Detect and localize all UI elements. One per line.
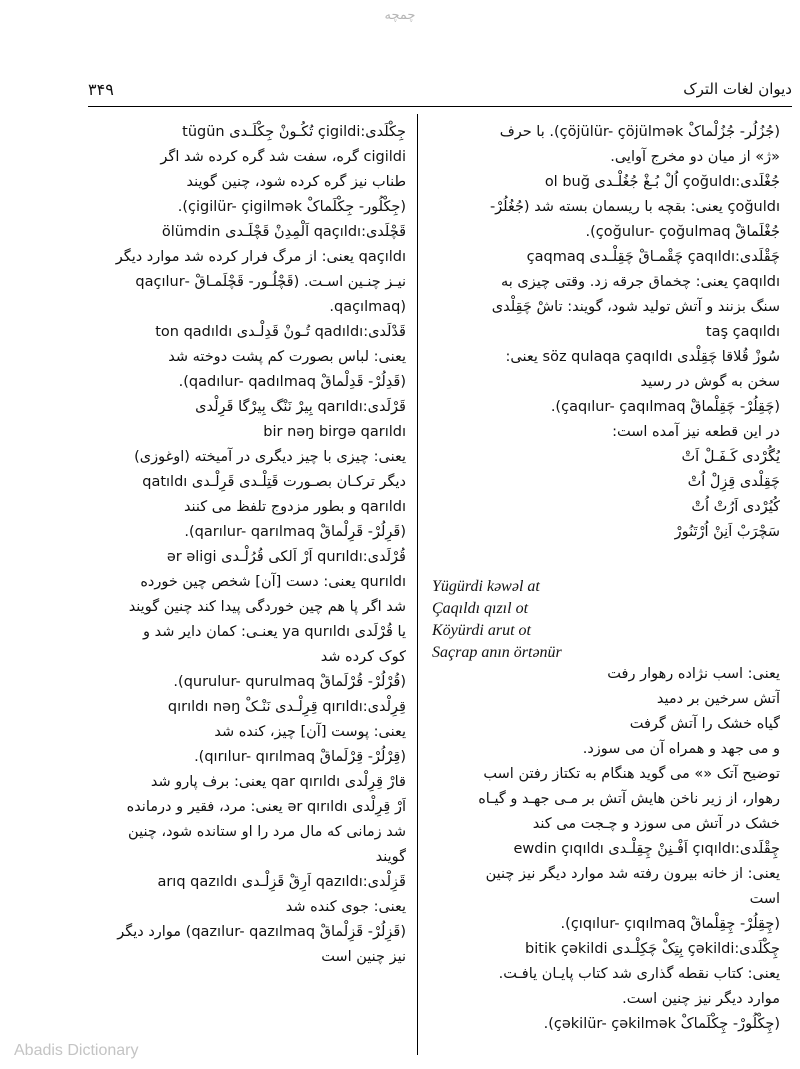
text-line: چِکْلَدی:çəkildi بِتِکْ چَکِلْـدی bitik çəkildi [525,941,780,957]
text-line: یا قُرْلَدی ya qurıldı یعنـی: کمان دایر شد و [142,624,406,640]
text-line: شد اگر پا هم چین خوردگی پیدا کند چنین گویند [128,599,406,615]
text-line: است [749,891,780,907]
text-line: قارْ قِرِلْدی qar qırıldı یعنی: برف پارو شد [150,774,406,790]
text-line: یعنی: کتاب نقطه گذاری شد کتاب پایـان یافـت. [498,966,780,982]
text-line: کوک کرده شد [320,649,406,665]
text-line: دیگر ترکـان بصـورت قَتِلْـدی قَرِلْـدی qatıldı [142,474,406,490]
page-number: ۳۴۹ [88,80,114,99]
text-line: چِقْلَدی:çıqıldı اَفْـنِنْ چِقِلْـدی ewdin çıqıldı [513,841,780,857]
text-line: جُغْلَدی:çoğuldı اُلْ بُـغْ جُغُلْـدی ol buğ [544,174,780,190]
text-line: bir nəŋ birgə qarıldı [263,424,406,440]
latin-verse-line: Çaqıldı qızıl ot [432,600,529,617]
text-line: یعنی: جوی کنده شد [285,899,406,915]
text-line: قِرِلْدی:qırıldı قِرِلْـدی نَنْـکْ qırıldı nəŋ [167,699,406,715]
book-title: دیوان لغات الترک [683,80,792,98]
text-line: یعنی: لباس بصورت کم پشت دوخته شد [168,349,406,365]
text-line: چَقْلَدی:çaqıldı چَقْمـاقْ چَقِلْـدی çaqmaq [526,249,780,265]
text-line: نیـز چنـین اسـت. (قَچْلُـور- قَچْلَمـاقْ -qaçılur [135,274,406,290]
text-line: گیاه خشک را آتش گرفت [629,716,780,732]
text-line: سُوزْ قُلاقا چَقِلْدی söz qulaqa çaqıldı یعنی: [505,349,780,365]
text-line: آتش سرخین بر دمید [656,691,780,707]
text-line: سنگ بزنند و آتش تولید شود، گویند: تاشْ چَقِلْدی [491,299,780,315]
verse-line: یُگُرْدی کَـفَـلْ اَتْ [681,449,780,465]
text-line: (قَدِلُرْ- قَدِلْماقْ qadılur- qadılmaq). [178,374,406,390]
text-line: قَچْلَدی:qaçıldı اَلْمِدِنْ قَچْلَـدی ölümdin [161,224,406,240]
text-line: گویند [375,849,406,865]
text-line: قَزِلْدی:qazıldı اَرِقْ قَزِلْـدی arıq qazıldı [157,874,406,890]
text-line: و می جهد و همراه آن می سوزد. [582,741,780,757]
text-line: (چَقِلُرْ- چَقِلْماقْ çaqılur- çaqılmaq). [550,399,780,415]
left-column [102,120,406,970]
text-line: (جُزُلُر- جُزُلْماکْ çöjülür- çöjülmək). با حرف [499,124,780,140]
latin-verse-line: Köyürdi arut ot [432,622,531,639]
text-line: شد زمانی که مال مرد را او ستانده شود، چنین [128,824,406,840]
latin-verse-line: Saçrap anın örtənür [432,644,562,661]
text-line: (qaçılmaq. [329,299,406,315]
text-line: در این قطعه نیز آمده است: [612,424,780,440]
column-divider [417,114,418,1055]
right-column [430,120,780,545]
latin-verse-line: Yügürdi kəwəl at [432,578,540,595]
text-line: رهوار، از زیر ناخن هایش آتش بر مـی جهـد و گیـاه [478,791,780,807]
right-column-lower [430,662,780,1037]
watermark: Abadis Dictionary [14,1042,139,1059]
text-line: taş çaqıldı [705,324,780,340]
text-line: (قَرِلُرْ- قَرِلْماقْ qarılur- qarılmaq). [184,524,406,540]
text-line: موارد دیگر نیز چنین است. [622,991,780,1007]
text-line: قَدْلَدی:qadıldı تُـونْ قَدِلْـدی ton qadıldı [155,324,406,340]
text-line: çoğuldı یعنی: بقچه با ریسمان بسته شد (جُغُلُرْ- [489,199,780,215]
text-line: قُرْلَدی:qurıldı اَرْ اَلکی قُرُلْـدی ər əligi [166,549,406,565]
text-line: طناب نیز گره کرده شود، چنین گویند [186,174,406,190]
top-word: چمچه [384,8,416,23]
text-line: (قِرْلُرْ- قِرْلَماقْ qırılur- qırılmaq). [194,749,406,765]
text-line: (قُرْلُرْ- قُرْلَماقْ qurulur- qurulmaq). [173,674,406,690]
text-line: (چِکْلُورْ- چِکْلَماکْ çəkilür- çəkilmək). [543,1016,780,1032]
text-line: قَرْلَدی:qarıldı بِیرْ نَنْگ بِیرْگا قَرِلْدی [195,399,406,415]
text-line: یعنی: از خانه بیرون رفته شد موارد دیگر نیز چنین [485,866,780,882]
text-line: نیز چنین است [321,949,406,965]
text-line: جِکْلَدی:çigildi تُکُـونْ جِکْلَـدی tügün [182,124,406,140]
verse-line: چَقِلْدی قِزِلْ اُتْ [687,474,780,490]
text-line: (چِقِلُرْ- چِقِلْماقْ çıqılur- çıqılmaq). [560,916,780,932]
page-header [88,80,792,106]
text-line: توضیح آتک «» می گوید هنگام به تکتاز رفتن اسب [483,766,780,782]
text-line: جُغْلَماقْ çoğulur- çoğulmaq). [585,224,780,240]
header-rule [88,106,792,107]
text-line: یعنی: پوست [آن] چیز، کنده شد [214,724,406,740]
text-line: یعنی: چیزی با چیز دیگری در آمیخته (اوغوزی) [134,449,406,465]
text-line: سخن به گوش در رسید [640,374,780,390]
verse-line: سَچْرَبْ اَنِنْ اُرْتَنُورْ [674,524,780,540]
text-line: «ژ» از میان دو مخرج آوایی. [610,149,780,165]
text-line: qurıldı یعنی: دست [آن] شخص چین خورده [140,574,406,590]
text-line: (جِکْلُور- جِکْلَماکْ çigilür- çigilmək). [177,199,406,215]
text-line: çaqıldı یعنی: چخماق جرقه زد. وقتی چیزی به [500,274,780,290]
text-line: qaçıldı یعنی: از مرگ فرار کرده شد موارد دیگر [115,249,406,265]
text-line: (قَزِلُرْ- قَزِلْماقْ qazılur- qazılmaq) موارد دیگر [117,924,406,940]
text-line: خشک در آتش می سوزد و چـجت می کند [532,816,780,832]
verse-line: کُیُرْدی اَرُتْ اُتْ [691,499,780,515]
latin-verse [432,576,772,664]
text-line: cigildi گره، سفت شد گره کرده شد اگر [160,149,406,165]
text-line: اَرْ قِرِلْدی ər qırıldı یعنی: مرد، فقیر و درمانده [126,799,406,815]
text-line: یعنی: اسب نژاده رهوار رفت [607,666,780,682]
text-line: qarıldı و بطور مزدوج تلفظ می کنند [183,499,406,515]
